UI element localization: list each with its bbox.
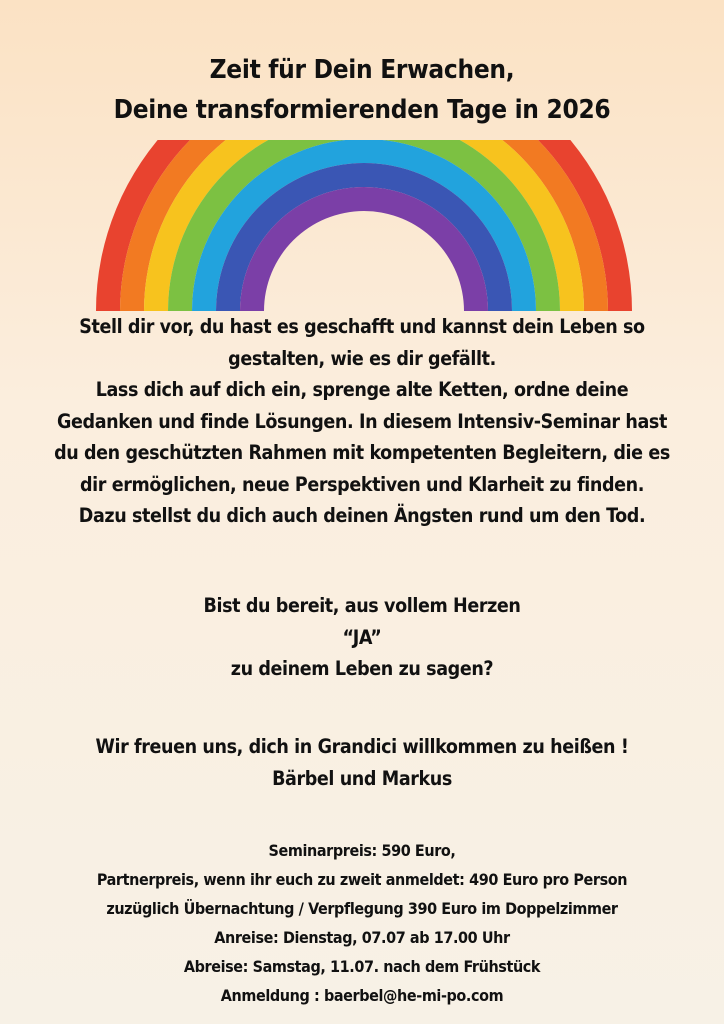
signature-names: Bärbel und Markus (272, 766, 452, 790)
departure-date: Abreise: Samstag, 11.07. nach dem Frühstück (183, 957, 541, 976)
arrival-date: Anreise: Dienstag, 07.07 ab 17.00 Uhr (214, 928, 510, 947)
question-line: Bist du bereit, aus vollem Herzen (203, 594, 521, 617)
page-title (0, 50, 724, 130)
rainbow-image (96, 140, 632, 311)
title-line-1: Zeit für Dein Erwachen, (209, 55, 515, 85)
question-line: zu deinem Leben zu sagen? (230, 657, 494, 680)
intro-text (0, 311, 724, 532)
intro-line: Lass dich auf dich ein, sprenge alte Ketten, ordne deine (95, 378, 629, 401)
intro-line: gestalten, wie es dir gefällt. (228, 346, 496, 370)
question-line: “JA” (342, 625, 382, 649)
intro-line: Stell dir vor, du hast es geschafft und kannst dein Leben so (79, 315, 645, 338)
welcome-line: Wir freuen uns, dich in Grandici willkommen zu heißen ! (95, 735, 629, 758)
seminar-info (0, 836, 724, 1010)
intro-line: Gedanken und finde Lösungen. In diesem Intensiv-Seminar hast (57, 409, 667, 433)
title-line-2: Deine transformierenden Tage in 2026 (113, 95, 611, 125)
seminar-price: Seminarpreis: 590 Euro, (268, 841, 456, 860)
intro-line: dir ermöglichen, neue Perspektiven und Klarheit zu finden. (79, 472, 645, 496)
accommodation-price: zuzüglich Übernachtung / Verpflegung 390 Euro im Doppelzimmer (106, 899, 618, 918)
partner-price: Partnerpreis, wenn ihr euch zu zweit anmeldet: 490 Euro pro Person (96, 870, 628, 889)
intro-line: du den geschützten Rahmen mit kompetenten Begleitern, die es (54, 441, 670, 464)
registration-contact[interactable]: Anmeldung : baerbel@he-mi-po.com (220, 986, 504, 1005)
question-text (0, 590, 724, 685)
intro-line: Dazu stellst du dich auch deinen Ängsten rund um den Tod. (78, 504, 646, 527)
welcome-text (0, 731, 724, 794)
